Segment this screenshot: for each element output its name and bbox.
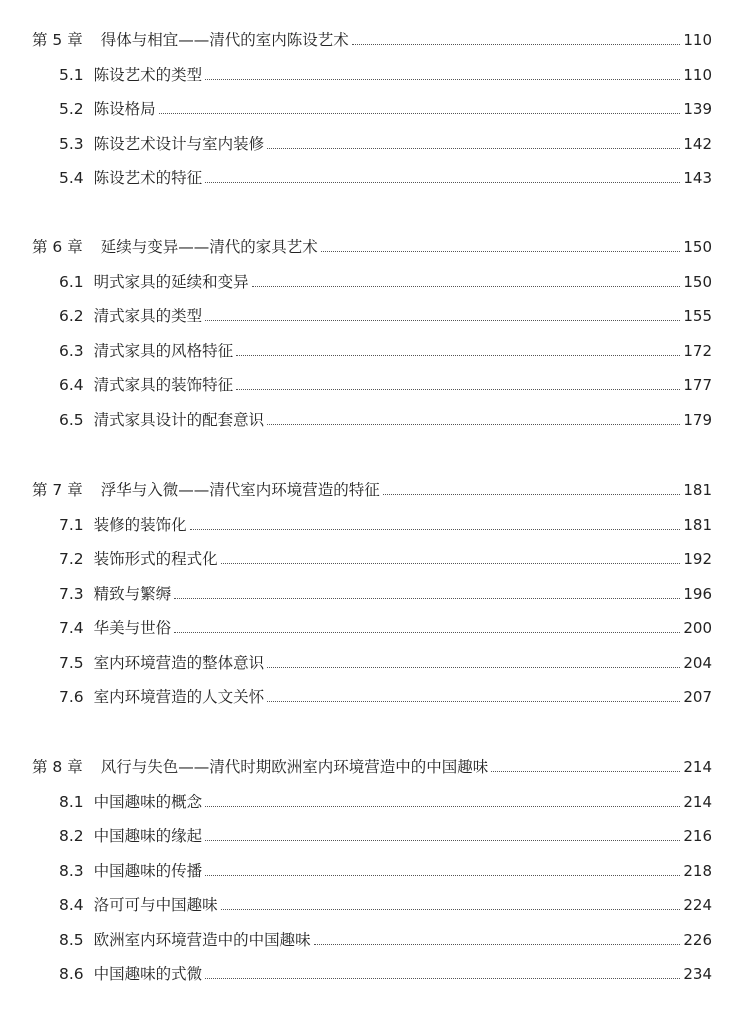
page-number: 224: [683, 896, 712, 914]
section-title: 中国趣味的式微: [93, 965, 203, 983]
section-number: 6.5: [59, 411, 84, 429]
dot-leader: [236, 354, 680, 356]
page-number: 214: [683, 793, 712, 811]
page-number: 179: [683, 411, 712, 429]
toc-section-8-4[interactable]: [59, 890, 712, 914]
page-number: 110: [683, 66, 712, 84]
section-number: 8.3: [59, 862, 84, 880]
dot-leader: [221, 562, 681, 564]
dot-leader: [236, 388, 680, 390]
chapter-title: 浮华与入微——清代室内环境营造的特征: [100, 481, 380, 499]
page-number: 218: [683, 862, 712, 880]
section-number: 6.3: [59, 342, 84, 360]
toc-section-6-3[interactable]: [59, 336, 712, 360]
toc-section-7-4[interactable]: [59, 613, 712, 637]
section-number: 7.6: [59, 688, 84, 706]
dot-leader: [252, 285, 681, 287]
toc-section-6-1[interactable]: [59, 267, 712, 291]
dot-leader: [205, 805, 680, 807]
dot-leader: [267, 700, 680, 702]
chapter-label: 第 7 章: [32, 481, 83, 499]
page-number: 192: [683, 550, 712, 568]
toc-section-6-2[interactable]: [59, 301, 712, 325]
section-title: 陈设艺术的特征: [93, 169, 203, 187]
page-number: 110: [683, 31, 712, 49]
section-title: 清式家具的类型: [93, 307, 203, 325]
dot-leader: [205, 977, 680, 979]
toc-section-5-4[interactable]: [59, 163, 712, 187]
toc-section-8-6[interactable]: [59, 959, 712, 983]
page-number: 216: [683, 827, 712, 845]
dot-leader: [174, 597, 680, 599]
section-number: 7.3: [59, 585, 84, 603]
toc-section-6-5[interactable]: [59, 405, 712, 429]
toc-section-7-3[interactable]: [59, 579, 712, 603]
page-number: 214: [683, 758, 712, 776]
section-number: 8.1: [59, 793, 84, 811]
section-title: 明式家具的延续和变异: [93, 273, 249, 291]
section-number: 8.2: [59, 827, 84, 845]
toc-section-8-3[interactable]: [59, 856, 712, 880]
section-number: 7.2: [59, 550, 84, 568]
page-number: 150: [683, 273, 712, 291]
section-title: 欧洲室内环境营造中的中国趣味: [93, 931, 311, 949]
toc-chapter-5[interactable]: [32, 25, 712, 49]
page-number: 200: [683, 619, 712, 637]
section-title: 中国趣味的传播: [93, 862, 203, 880]
dot-leader: [267, 147, 680, 149]
dot-leader: [205, 839, 680, 841]
page-number: 181: [683, 516, 712, 534]
toc-chapter-7[interactable]: [32, 475, 712, 499]
dot-leader: [205, 181, 680, 183]
chapter-title: 延续与变异——清代的家具艺术: [100, 238, 318, 256]
toc-section-8-1[interactable]: [59, 787, 712, 811]
dot-leader: [174, 631, 680, 633]
dot-leader: [205, 319, 680, 321]
toc-section-8-2[interactable]: [59, 821, 712, 845]
dot-leader: [383, 493, 681, 495]
dot-leader: [159, 112, 681, 114]
dot-leader: [190, 528, 681, 530]
section-title: 精致与繁缛: [93, 585, 172, 603]
dot-leader: [221, 908, 681, 910]
toc-section-7-1[interactable]: [59, 510, 712, 534]
toc-section-5-3[interactable]: [59, 129, 712, 153]
section-number: 6.2: [59, 307, 84, 325]
dot-leader: [491, 770, 680, 772]
section-number: 7.5: [59, 654, 84, 672]
section-title: 装修的装饰化: [93, 516, 187, 534]
chapter-title: 风行与失色——清代时期欧洲室内环境营造中的中国趣味: [100, 758, 489, 776]
section-number: 6.4: [59, 376, 84, 394]
page-number: 142: [683, 135, 712, 153]
section-title: 中国趣味的缘起: [93, 827, 203, 845]
section-title: 中国趣味的概念: [93, 793, 203, 811]
section-title: 洛可可与中国趣味: [93, 896, 218, 914]
dot-leader: [205, 78, 680, 80]
section-number: 8.4: [59, 896, 84, 914]
section-title: 陈设格局: [93, 100, 156, 118]
section-title: 室内环境营造的整体意识: [93, 654, 265, 672]
dot-leader: [314, 943, 681, 945]
section-title: 室内环境营造的人文关怀: [93, 688, 265, 706]
dot-leader: [321, 250, 681, 252]
dot-leader: [352, 43, 681, 45]
section-number: 7.4: [59, 619, 84, 637]
section-title: 华美与世俗: [93, 619, 172, 637]
page-number: 181: [683, 481, 712, 499]
chapter-label: 第 8 章: [32, 758, 83, 776]
page-number: 204: [683, 654, 712, 672]
section-number: 8.6: [59, 965, 84, 983]
section-title: 陈设艺术设计与室内装修: [93, 135, 265, 153]
page-number: 139: [683, 100, 712, 118]
toc-section-6-4[interactable]: [59, 370, 712, 394]
page-number: 226: [683, 931, 712, 949]
page-number: 196: [683, 585, 712, 603]
page-number: 234: [683, 965, 712, 983]
page-number: 143: [683, 169, 712, 187]
section-title: 清式家具的装饰特征: [93, 376, 234, 394]
toc-section-5-2[interactable]: [59, 94, 712, 118]
section-number: 5.3: [59, 135, 84, 153]
section-number: 5.4: [59, 169, 84, 187]
section-number: 8.5: [59, 931, 84, 949]
chapter-title: 得体与相宜——清代的室内陈设艺术: [100, 31, 349, 49]
toc-chapter-6[interactable]: [32, 232, 712, 256]
dot-leader: [205, 874, 680, 876]
toc-section-7-2[interactable]: [59, 544, 712, 568]
section-title: 陈设艺术的类型: [93, 66, 203, 84]
toc-chapter-8[interactable]: [32, 752, 712, 776]
section-title: 清式家具的风格特征: [93, 342, 234, 360]
toc-section-7-6[interactable]: [59, 682, 712, 706]
page-number: 155: [683, 307, 712, 325]
toc-section-5-1[interactable]: [59, 60, 712, 84]
section-number: 6.1: [59, 273, 84, 291]
dot-leader: [267, 666, 680, 668]
page-number: 207: [683, 688, 712, 706]
toc-section-7-5[interactable]: [59, 648, 712, 672]
dot-leader: [267, 423, 680, 425]
page-number: 150: [683, 238, 712, 256]
page-number: 172: [683, 342, 712, 360]
toc-section-8-5[interactable]: [59, 925, 712, 949]
section-number: 7.1: [59, 516, 84, 534]
section-number: 5.2: [59, 100, 84, 118]
section-title: 清式家具设计的配套意识: [93, 411, 265, 429]
section-title: 装饰形式的程式化: [93, 550, 218, 568]
chapter-label: 第 6 章: [32, 238, 83, 256]
chapter-label: 第 5 章: [32, 31, 83, 49]
section-number: 5.1: [59, 66, 84, 84]
page-number: 177: [683, 376, 712, 394]
